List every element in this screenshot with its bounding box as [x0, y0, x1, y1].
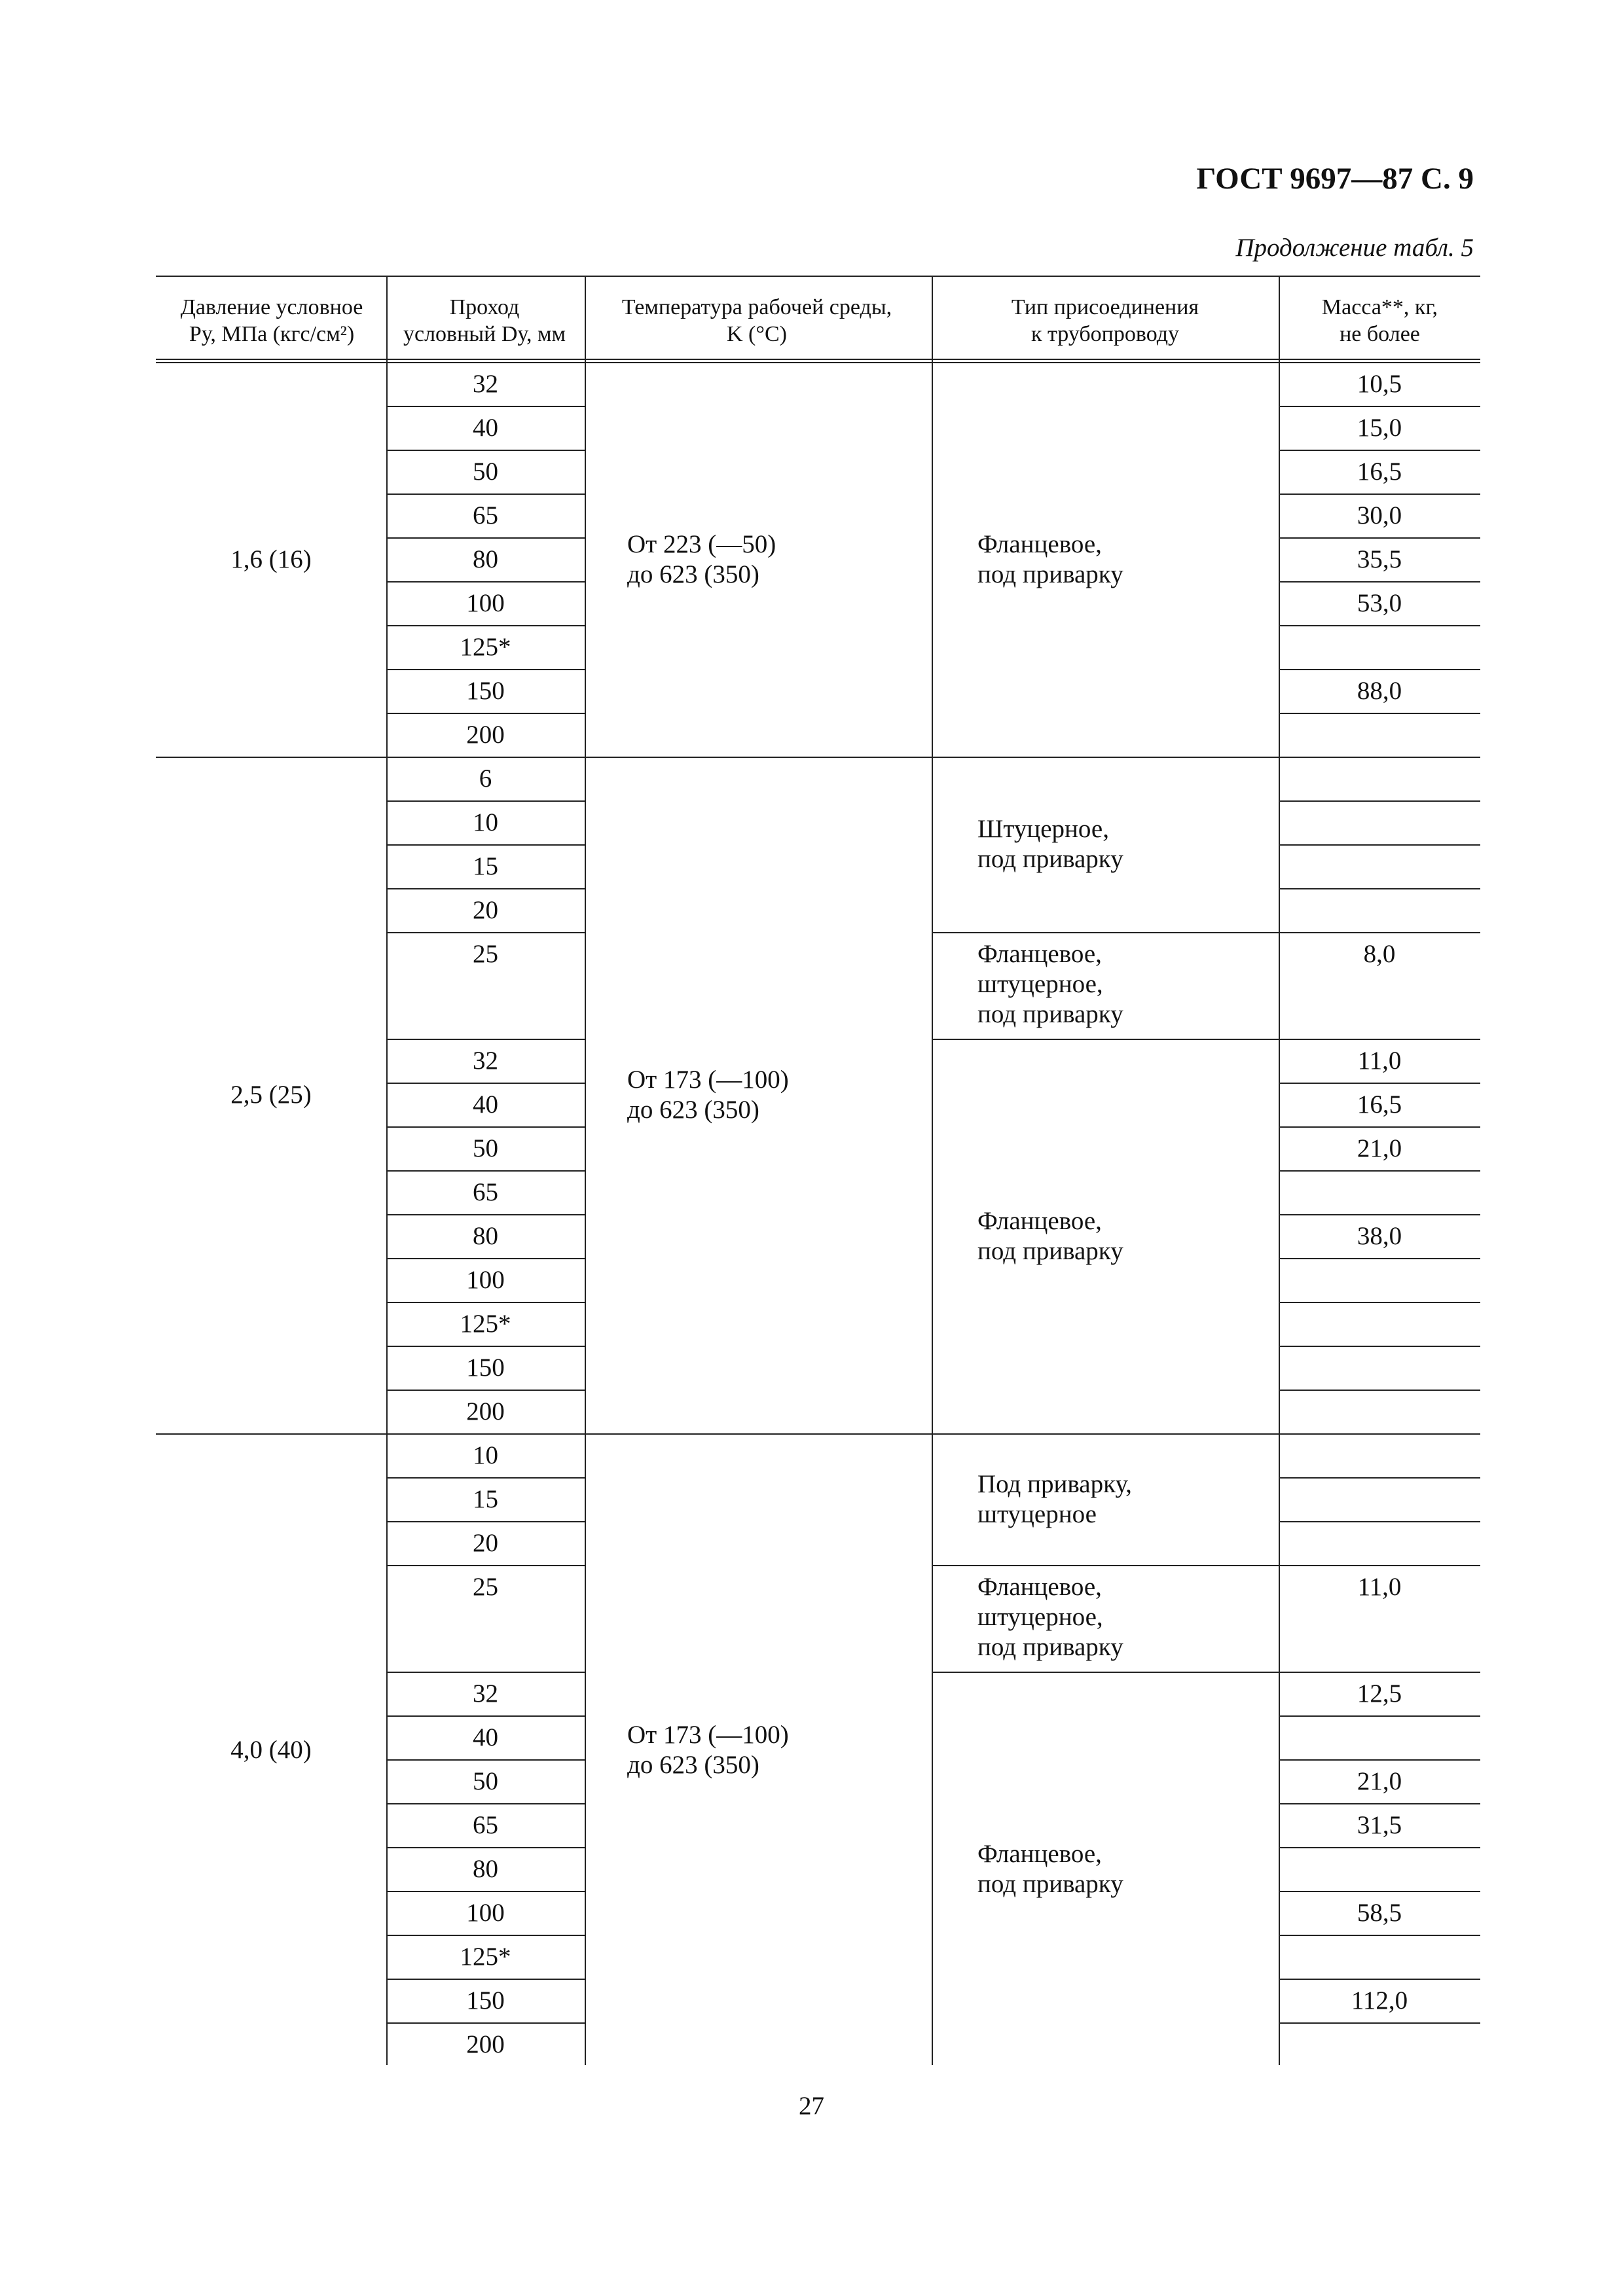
- diameter-value: 32: [473, 369, 498, 398]
- column-header-connection: Тип присоединения к трубопроводу: [1011, 295, 1199, 346]
- diameter-value: 125*: [460, 1309, 511, 1338]
- diameter-value: 200: [466, 720, 505, 749]
- mass-row-rule: [1279, 1258, 1480, 1259]
- mass-row-rule: [1279, 625, 1480, 626]
- mass-row-rule: [1279, 1847, 1480, 1848]
- connection-type: Фланцевое, штуцерное, под приварку: [977, 1573, 1123, 1661]
- connection-type: Штуцерное, под приварку: [977, 815, 1123, 873]
- mass-row-rule: [1279, 932, 1480, 933]
- diameter-value: 20: [473, 1528, 498, 1557]
- diameter-value: 65: [473, 501, 498, 529]
- diameter-row-rule: [386, 932, 585, 933]
- diameter-value: 40: [473, 413, 498, 442]
- connection-type: Фланцевое, под приварку: [977, 1839, 1123, 1898]
- diameter-value: 10: [473, 1441, 498, 1469]
- diameter-value: 80: [473, 545, 498, 573]
- diameter-value: 40: [473, 1090, 498, 1119]
- mass-value: 88,0: [1357, 676, 1402, 705]
- diameter-row-rule: [386, 669, 585, 670]
- diameter-row-rule: [386, 1565, 585, 1566]
- mass-value: 35,5: [1357, 545, 1402, 573]
- diameter-value: 200: [466, 2030, 505, 2058]
- table-column-rule: [932, 757, 933, 1433]
- diameter-value: 20: [473, 895, 498, 924]
- diameter-value: 15: [473, 1484, 498, 1513]
- diameter-row-rule: [386, 1170, 585, 1172]
- diameter-row-rule: [386, 2022, 585, 2024]
- diameter-row-rule: [386, 1477, 585, 1479]
- header-bottom-rule-double: [156, 362, 1480, 363]
- document-title: ГОСТ 9697—87 С. 9: [1196, 162, 1474, 196]
- diameter-value: 100: [466, 1898, 505, 1927]
- diameter-value: 100: [466, 1265, 505, 1294]
- table-top-rule: [156, 276, 1480, 277]
- mass-value: 16,5: [1357, 457, 1402, 486]
- mass-row-rule: [1279, 581, 1480, 583]
- mass-value: 30,0: [1357, 501, 1402, 529]
- diameter-value: 32: [473, 1679, 498, 1708]
- mass-row-rule: [1279, 1170, 1480, 1172]
- connection-type: Фланцевое, под приварку: [977, 529, 1123, 588]
- diameter-value: 150: [466, 1986, 505, 2015]
- mass-value: 10,5: [1357, 369, 1402, 398]
- mass-row-rule: [1279, 1521, 1480, 1522]
- diameter-value: 40: [473, 1723, 498, 1751]
- column-header-diameter: Проход условный Dу, мм: [403, 295, 566, 346]
- diameter-row-rule: [386, 1715, 585, 1717]
- temperature-range: От 173 (—100) до 623 (350): [627, 1720, 789, 1779]
- diameter-row-rule: [386, 713, 585, 714]
- page-number: 27: [799, 2092, 824, 2120]
- mass-row-rule: [1279, 713, 1480, 714]
- connection-type: Фланцевое, под приварку: [977, 1206, 1123, 1265]
- mass-row-rule: [1279, 1715, 1480, 1717]
- diameter-value: 125*: [460, 1942, 511, 1971]
- mass-value: 16,5: [1357, 1090, 1402, 1119]
- connection-block-rule: [932, 1672, 1279, 1673]
- mass-value: 11,0: [1357, 1573, 1402, 1601]
- group-rule: [156, 757, 1480, 758]
- mass-row-rule: [1279, 1390, 1480, 1391]
- mass-row-rule: [1279, 493, 1480, 495]
- mass-row-rule: [1279, 450, 1480, 451]
- pressure-value: 1,6 (16): [230, 545, 312, 573]
- mass-row-rule: [1279, 1346, 1480, 1347]
- diameter-row-rule: [386, 1039, 585, 1040]
- table-column-rule: [1279, 1433, 1280, 2065]
- diameter-row-rule: [386, 1083, 585, 1084]
- temperature-range: От 173 (—100) до 623 (350): [627, 1066, 789, 1124]
- mass-row-rule: [1279, 800, 1480, 802]
- diameter-value: 15: [473, 852, 498, 880]
- mass-row-rule: [1279, 888, 1480, 889]
- diameter-row-rule: [386, 406, 585, 407]
- diameter-row-rule: [386, 493, 585, 495]
- diameter-row-rule: [386, 1302, 585, 1303]
- mass-value: 31,5: [1357, 1810, 1402, 1839]
- table-continuation-label: Продолжение табл. 5: [1235, 234, 1474, 262]
- mass-row-rule: [1279, 1214, 1480, 1215]
- mass-row-rule: [1279, 1891, 1480, 1892]
- header-column-rule: [932, 276, 933, 362]
- diameter-row-rule: [386, 625, 585, 626]
- diameter-row-rule: [386, 800, 585, 802]
- diameter-row-rule: [386, 1390, 585, 1391]
- mass-value: 12,5: [1357, 1679, 1402, 1708]
- diameter-value: 25: [473, 940, 498, 968]
- diameter-row-rule: [386, 1759, 585, 1761]
- mass-row-rule: [1279, 537, 1480, 539]
- diameter-row-rule: [386, 1979, 585, 1980]
- diameter-value: 6: [479, 764, 492, 793]
- mass-value: 58,5: [1357, 1898, 1402, 1927]
- header-column-rule: [585, 276, 586, 362]
- mass-value: 11,0: [1357, 1046, 1402, 1075]
- diameter-row-rule: [386, 1521, 585, 1522]
- mass-value: 21,0: [1357, 1767, 1402, 1795]
- table-column-rule: [585, 1433, 586, 2065]
- mass-row-rule: [1279, 1477, 1480, 1479]
- connection-type: Под приварку, штуцерное: [977, 1469, 1132, 1528]
- mass-row-rule: [1279, 1979, 1480, 1980]
- diameter-value: 65: [473, 1177, 498, 1206]
- diameter-value: 80: [473, 1221, 498, 1250]
- column-header-temperature: Температура рабочей среды, K (°C): [621, 295, 892, 346]
- mass-row-rule: [1279, 2022, 1480, 2024]
- diameter-row-rule: [386, 1803, 585, 1804]
- diameter-row-rule: [386, 1258, 585, 1259]
- mass-value: 8,0: [1363, 940, 1396, 968]
- diameter-row-rule: [386, 1346, 585, 1347]
- group-rule: [156, 1433, 1480, 1435]
- mass-value: 38,0: [1357, 1221, 1402, 1250]
- connection-block-rule: [932, 1565, 1279, 1566]
- connection-block-rule: [932, 932, 1279, 933]
- pressure-value: 2,5 (25): [230, 1081, 312, 1109]
- diameter-row-rule: [386, 844, 585, 846]
- diameter-row-rule: [386, 581, 585, 583]
- column-header-pressure: Давление условное Pу, МПа (кгс/см²): [180, 295, 363, 346]
- mass-value: 112,0: [1351, 1986, 1408, 2015]
- connection-type: Фланцевое, штуцерное, под приварку: [977, 940, 1123, 1028]
- diameter-value: 10: [473, 808, 498, 836]
- temperature-range: От 223 (—50) до 623 (350): [627, 529, 776, 588]
- diameter-value: 25: [473, 1573, 498, 1601]
- mass-row-rule: [1279, 1759, 1480, 1761]
- mass-row-rule: [1279, 1672, 1480, 1673]
- diameter-row-rule: [386, 1847, 585, 1848]
- diameter-row-rule: [386, 1214, 585, 1215]
- connection-block-rule: [932, 1039, 1279, 1040]
- mass-row-rule: [1279, 1935, 1480, 1936]
- diameter-value: 200: [466, 1397, 505, 1426]
- mass-row-rule: [1279, 406, 1480, 407]
- mass-row-rule: [1279, 669, 1480, 670]
- diameter-row-rule: [386, 450, 585, 451]
- mass-row-rule: [1279, 1083, 1480, 1084]
- mass-row-rule: [1279, 1565, 1480, 1566]
- diameter-row-rule: [386, 888, 585, 889]
- table-column-rule: [585, 362, 586, 757]
- mass-row-rule: [1279, 1803, 1480, 1804]
- table-column-rule: [932, 362, 933, 757]
- pressure-value: 4,0 (40): [230, 1735, 312, 1764]
- diameter-row-rule: [386, 1891, 585, 1892]
- header-column-rule: [1279, 276, 1280, 362]
- diameter-value: 150: [466, 676, 505, 705]
- diameter-value: 32: [473, 1046, 498, 1075]
- diameter-value: 50: [473, 1134, 498, 1162]
- diameter-row-rule: [386, 1126, 585, 1128]
- mass-value: 53,0: [1357, 588, 1402, 617]
- mass-value: 21,0: [1357, 1134, 1402, 1162]
- header-column-rule: [386, 276, 388, 362]
- table-column-rule: [932, 1433, 933, 2065]
- diameter-value: 65: [473, 1810, 498, 1839]
- diameter-value: 50: [473, 457, 498, 486]
- table-column-rule: [585, 757, 586, 1433]
- diameter-value: 150: [466, 1353, 505, 1382]
- diameter-value: 80: [473, 1854, 498, 1883]
- diameter-row-rule: [386, 537, 585, 539]
- mass-row-rule: [1279, 1302, 1480, 1303]
- mass-row-rule: [1279, 1126, 1480, 1128]
- mass-value: 15,0: [1357, 413, 1402, 442]
- diameter-value: 50: [473, 1767, 498, 1795]
- diameter-row-rule: [386, 1935, 585, 1936]
- column-header-mass: Масса**, кг, не более: [1321, 295, 1438, 346]
- mass-row-rule: [1279, 844, 1480, 846]
- diameter-row-rule: [386, 1672, 585, 1673]
- diameter-value: 125*: [460, 632, 511, 661]
- header-bottom-rule: [156, 359, 1480, 360]
- mass-row-rule: [1279, 1039, 1480, 1040]
- diameter-value: 100: [466, 588, 505, 617]
